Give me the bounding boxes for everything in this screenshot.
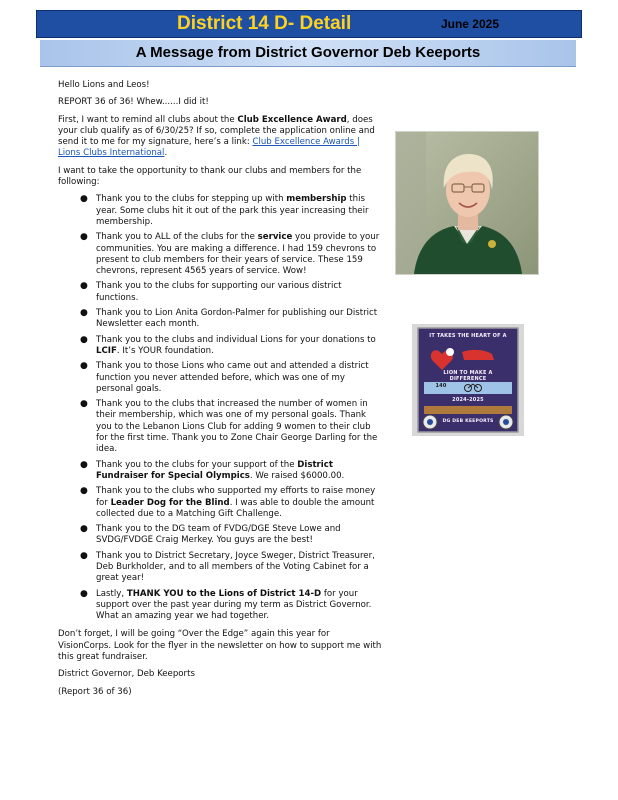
thanks-list-item: ● Thank you to the clubs that increased the number of women in their membership, which was one of my personal goals. Thank you to the Lebanon Lions Club for adding 9 women to their club for the first time. Thank you to Zone Chair George Darling for the idea. — [80, 399, 378, 455]
pin-line-5: DG DEB KEEPORTS — [442, 419, 494, 424]
bullet-dot-icon: ● — [80, 524, 88, 535]
thanks-list-item: ● Thank you to District Secretary, Joyce Sweger, District Treasurer, Deb Burkholder, and to all members of the Voting Cabinet for a great year! — [80, 550, 375, 584]
thanks-list-item: ● Thank you to the DG team of FVDG/DGE Steve Lowe and SVDG/FVDGE Craig Merkey. You guys are the best! — [80, 524, 341, 546]
message-title: A Message from District Governor Deb Keeports — [135, 44, 481, 61]
bullet-dot-icon: ● — [80, 550, 88, 561]
thanks-list-item: ● Thank you to those Lions who came out and attended a district function you never attended before, which was one of my personal goals. — [80, 361, 369, 394]
club-excellence-link[interactable]: Club Excellence Awards | Lions Clubs International — [58, 137, 360, 159]
newsletter-header — [36, 10, 582, 38]
thanks-list-item: ● Thank you to the clubs for your support of the District Fundraiser for Special Olympics. We raised $6000.00. — [80, 459, 345, 481]
issue-date: June 2025 — [440, 17, 499, 31]
bullet-dot-icon: ● — [80, 194, 88, 205]
bullet-dot-icon: ● — [80, 308, 88, 319]
club-excellence-award-text: Club Excellence Award — [237, 114, 347, 125]
club-excellence-paragraph: First, I want to remind all clubs about the Club Excellence Award, does your club qualify as of 6/30/25? If so, complete the application online and send it to me for my signature, here’s a link: Club Excellence Awards | Lions Clubs International. — [58, 114, 375, 159]
thanks-list-item: ● Thank you to the clubs for stepping up with membership this year. Some clubs hit it out of the park this year increasing their membership. — [80, 194, 369, 227]
thanks-list-item: ● Thank you to the clubs who supported my efforts to raise money for Leader Dog for the Blind. I was able to double the amount collected due to a Matching Gift Challenge. — [80, 486, 376, 519]
governor-portrait-image — [396, 132, 538, 274]
letter-body — [58, 80, 384, 704]
thanks-list — [58, 194, 384, 622]
greeting: Hello Lions and Leos! — [58, 80, 150, 90]
governor-photo — [395, 131, 539, 275]
thanks-list-item: ● Thank you to Lion Anita Gordon-Palmer for publishing our District Newsletter each month. — [80, 308, 378, 330]
thanks-list-item: ● Thank you to ALL of the clubs for the service you provide to your communities. You are making a difference. I had 159 chevrons to present to club members for their years of service. These 159 chevrons, represent 4565 years of service. Wow! — [80, 232, 380, 277]
bullet-dot-icon: ● — [80, 486, 88, 497]
bullet-dot-icon: ● — [80, 399, 88, 410]
thanks-intro: I want to take the opportunity to thank our clubs and members for the following: — [58, 165, 362, 188]
message-banner — [40, 40, 576, 67]
signature-report: (Report 36 of 36) — [58, 686, 132, 697]
thanks-list-item: ● Thank you to the clubs for supporting our various district functions. — [80, 281, 342, 303]
bullet-dot-icon: ● — [80, 361, 88, 372]
pin-line-2: LION TO MAKE A DIFFERENCE — [443, 370, 493, 382]
report-line: REPORT 36 of 36! Whew......I did it! — [58, 97, 209, 108]
bullet-dot-icon: ● — [80, 334, 88, 345]
bullet-dot-icon: ● — [80, 459, 88, 470]
thanks-list-item: ● Thank you to the clubs and individual Lions for your donations to LCIF. It’s YOUR foundation. — [80, 334, 376, 356]
pin-line-3: 140 — [435, 383, 447, 389]
bullet-dot-icon: ● — [80, 281, 88, 292]
pin-line-1: IT TAKES THE HEART OF A — [429, 333, 507, 339]
district-pin-image — [412, 324, 524, 436]
pin-line-4: 2024-2025 — [452, 397, 484, 403]
signature-name: District Governor, Deb Keeports — [58, 669, 195, 680]
thanks-list-item: ● Lastly, THANK YOU to the Lions of District 14-D for your support over the past year during my term as District Governor. What an amazing year we had together. — [80, 588, 372, 622]
newsletter-title: District 14 D- Detail — [177, 13, 352, 34]
bullet-dot-icon: ● — [80, 232, 88, 243]
closing-paragraph: Don’t forget, I will be going “Over the Edge” again this year for VisionCorps. Look for the flyer in the newsletter on how to support me with this great fundraiser. — [58, 629, 382, 663]
bullet-dot-icon: ● — [80, 588, 88, 599]
